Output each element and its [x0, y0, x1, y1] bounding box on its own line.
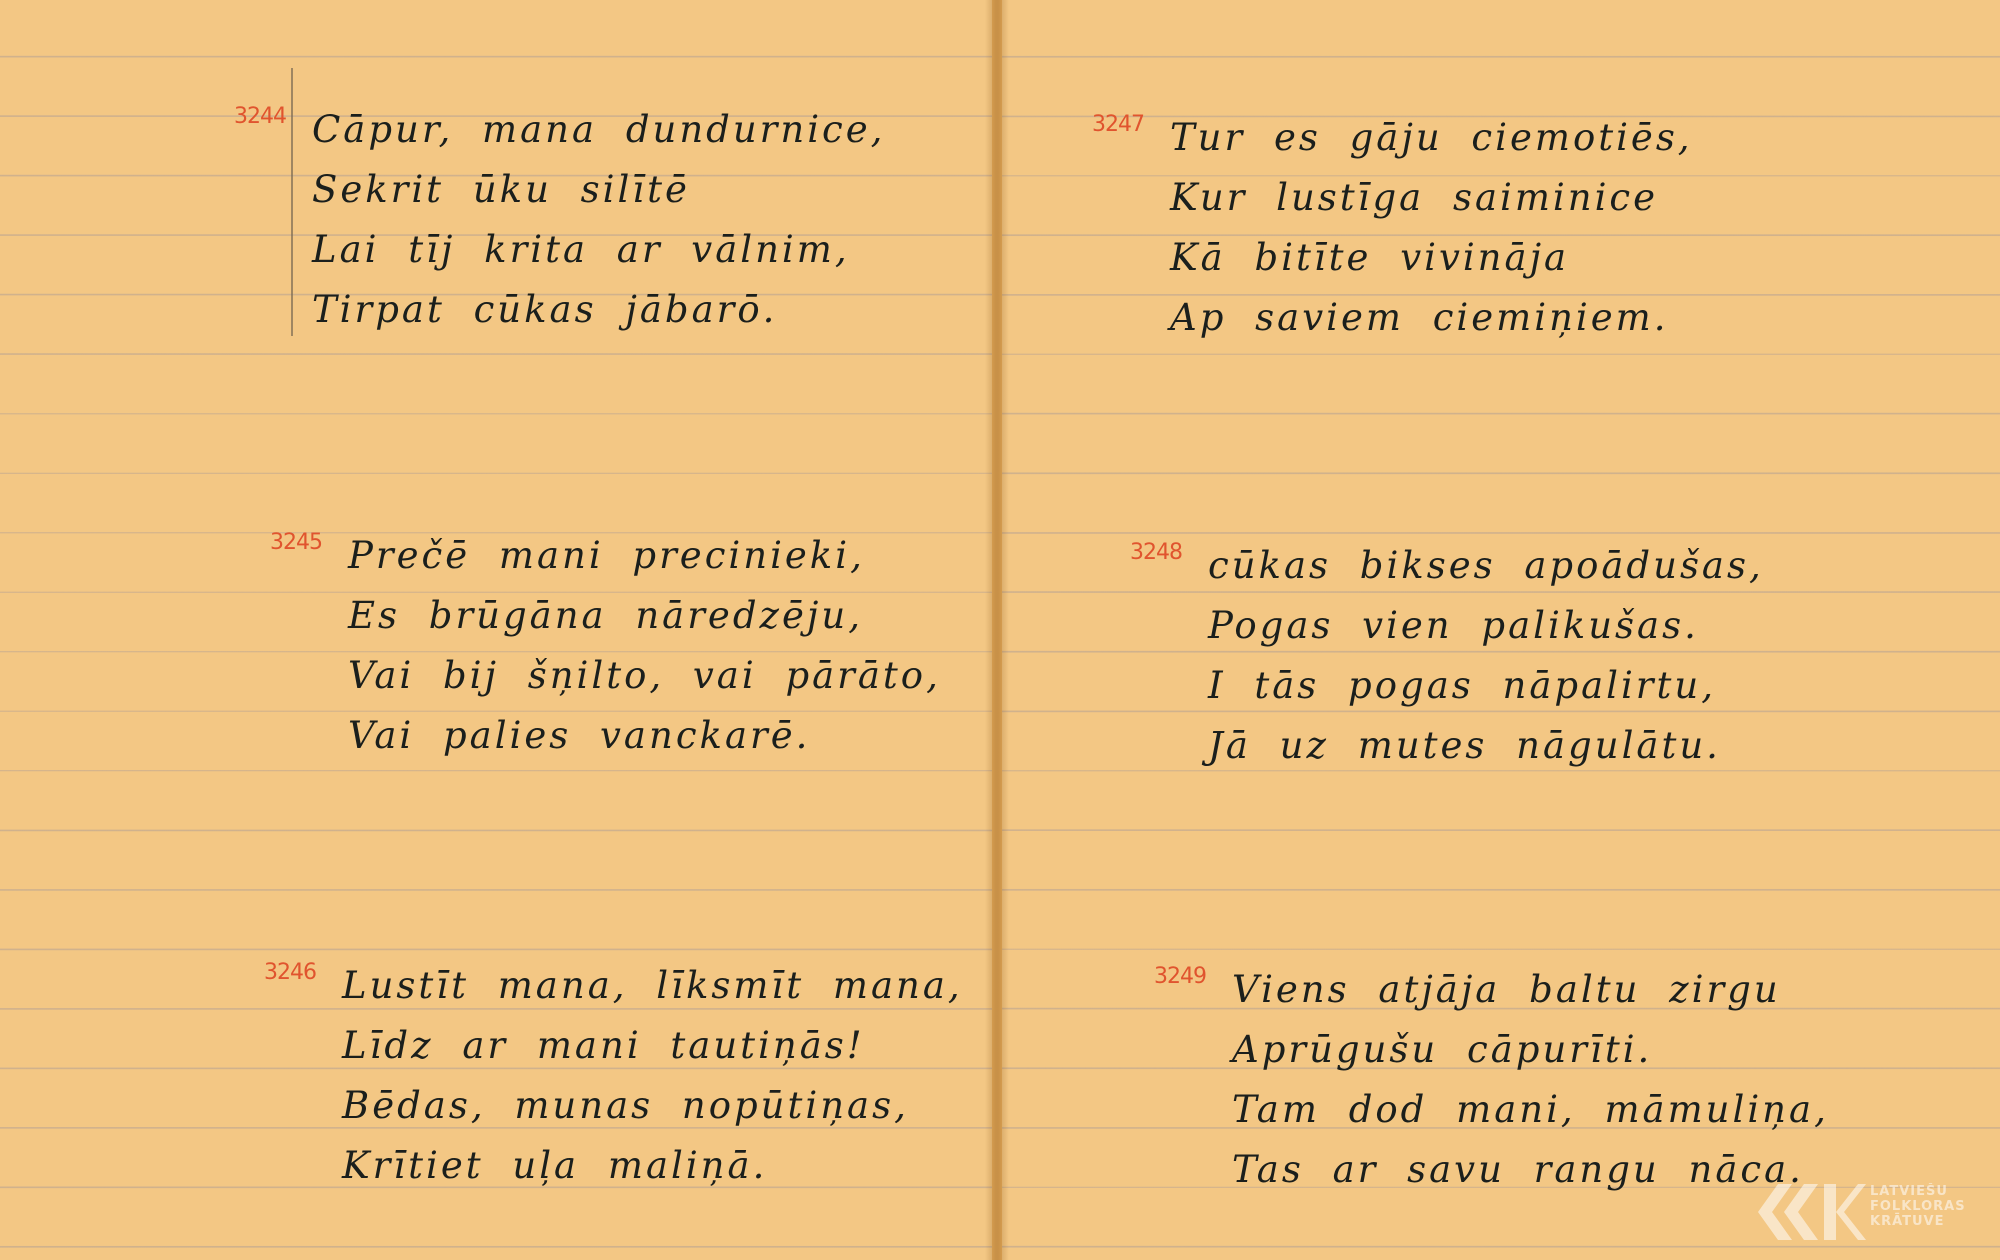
verse-line: Cāpur, mana dundurnice,: [312, 108, 886, 151]
verse-line: Aprūgušu cāpurīti.: [1232, 1028, 1653, 1071]
verse-line: Tam dod mani, māmuliņa,: [1232, 1088, 1829, 1131]
verse-line: cūkas bikses apoādušas,: [1208, 544, 1764, 587]
stanza-3246: [264, 956, 963, 1196]
verse-line: Līdz ar mani tautiņās!: [342, 1024, 865, 1067]
stanza-number: 3245: [270, 530, 322, 555]
stanza-number: 3249: [1154, 964, 1206, 989]
verse-line: Tirpat cūkas jābarō.: [312, 288, 778, 331]
verse-line: Jā uz mutes nāgulātu.: [1208, 724, 1721, 767]
stanza-number: 3246: [264, 960, 316, 985]
stanza-3244: [234, 100, 886, 340]
lfk-logo-icon: [1748, 1178, 1868, 1246]
verse-line: Tur es gāju ciemotiēs,: [1170, 116, 1693, 159]
logo-line: KRĀTUVE: [1870, 1214, 1945, 1229]
stanza-number: 3247: [1092, 112, 1144, 137]
stanza-number: 3248: [1130, 540, 1182, 565]
archive-logo: [1748, 1178, 1988, 1246]
stanza-3248: [1130, 536, 1764, 776]
verse-line: Pogas vien palikušas.: [1208, 604, 1699, 647]
verse-line: Viens atjāja baltu zirgu: [1232, 968, 1781, 1011]
verse-line: Lustīt mana, līksmīt mana,: [342, 964, 963, 1007]
verse-line: Vai bij šņilto, vai pārāto,: [348, 654, 941, 697]
stanza-3249: [1154, 960, 1829, 1200]
verse-line: Bēdas, munas nopūtiņas,: [342, 1084, 909, 1127]
verse-line: Kur lustīga saiminice: [1170, 176, 1659, 219]
logo-text: [1870, 1184, 1966, 1229]
logo-line: FOLKLORAS: [1870, 1199, 1966, 1214]
verse-line: Es brūgāna nāredzēju,: [348, 594, 863, 637]
verse-line: Vai palies vanckarē.: [348, 714, 811, 757]
verse-line: Sekrit ūku silītē: [312, 168, 690, 211]
verse-line: Ap saviem ciemiņiem.: [1170, 296, 1669, 339]
verse-line: Kā bitīte vivināja: [1170, 236, 1570, 279]
stanza-3245: [270, 526, 941, 766]
logo-line: LATVIEŠU: [1870, 1184, 1948, 1199]
verse-line: I tās pogas nāpalirtu,: [1208, 664, 1716, 707]
verse-line: Krītiet uļa maliņā.: [342, 1144, 768, 1187]
verse-line: Tas ar savu rangu nāca.: [1232, 1148, 1804, 1191]
margin-bracket: [291, 68, 293, 336]
stanza-3247: [1092, 108, 1693, 348]
stanza-number: 3244: [234, 104, 286, 129]
verse-line: Lai tīj krita ar vālnim,: [312, 228, 850, 271]
binding-gutter: [985, 0, 1009, 1260]
verse-line: Prečē mani precinieki,: [348, 534, 865, 577]
